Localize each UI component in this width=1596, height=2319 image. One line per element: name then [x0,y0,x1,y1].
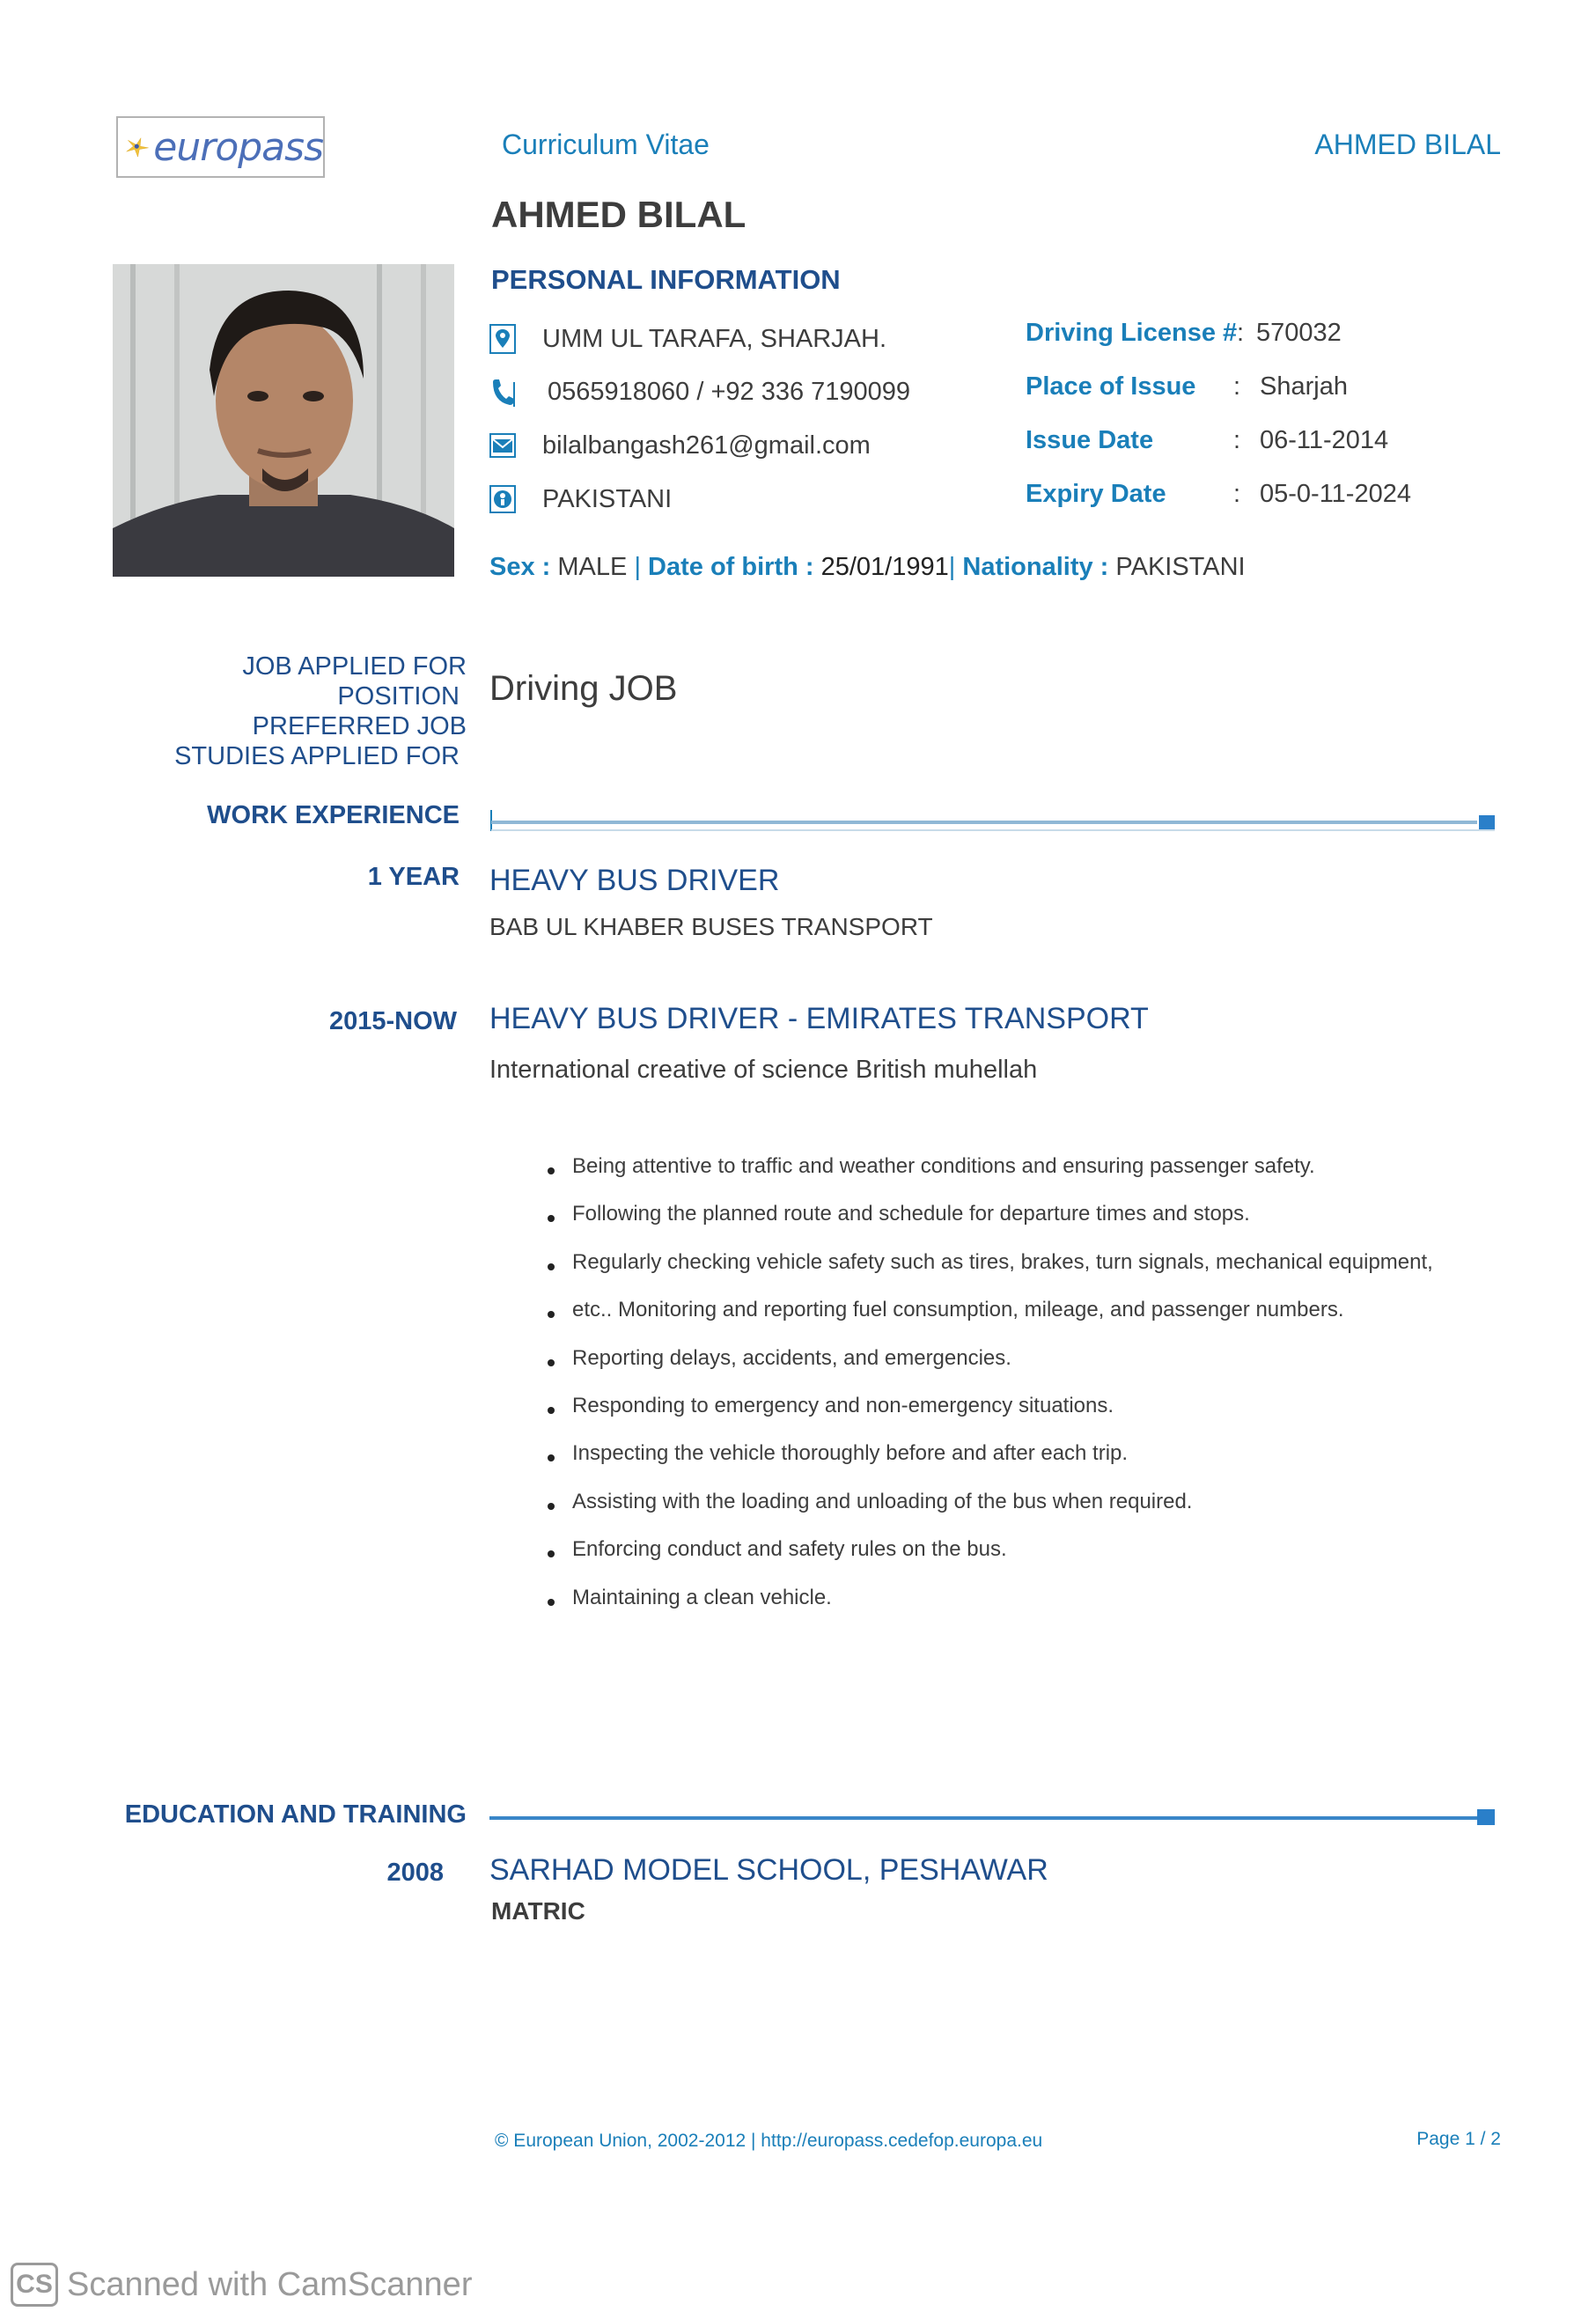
work-experience-divider [489,808,1498,835]
job-title-1: HEAVY BUS DRIVER [489,864,780,897]
job-applied-label: JOB APPLIED FOR [242,652,467,681]
duty-item: Assisting with the loading and unloading of the bus when required. [546,1489,1497,1536]
duties-list [546,1153,1497,1632]
license-separator: : [1233,480,1241,508]
employer-1: BAB UL KHABER BUSES TRANSPORT [489,913,933,940]
duty-item: Responding to emergency and non-emergency situations. [546,1393,1497,1440]
studies-applied-label: STUDIES APPLIED FOR [174,742,460,770]
license-label: Issue Date [1026,426,1154,454]
school-name: SARHAD MODEL SCHOOL, PESHAWAR [489,1853,1048,1887]
preferred-job-label: PREFERRED JOB [252,712,467,740]
sex-value: MALE [557,553,628,581]
duty-item: Maintaining a clean vehicle. [546,1585,1497,1632]
personal-information-heading: PERSONAL INFORMATION [491,264,841,295]
duty-item: Reporting delays, accidents, and emergencies. [546,1345,1497,1393]
position-label: POSITION [337,682,460,710]
license-label: Place of Issue [1026,372,1196,401]
page-number: Page 1 / 2 [1416,2129,1501,2149]
europass-logo [116,116,325,178]
qualification: MATRIC [491,1897,585,1925]
license-row [1026,319,1483,348]
divider: | [948,553,956,581]
education-year: 2008 [386,1859,444,1887]
address-row [489,324,886,354]
email-icon [489,431,516,460]
duty-item: Regularly checking vehicle safety such as tires, brakes, turn signals, mechanical equipment, [546,1249,1497,1297]
education-heading: EDUCATION AND TRAINING [124,1800,467,1829]
divider: | [634,553,641,581]
email-row [489,431,871,460]
email-text: bilalbangash261@gmail.com [542,431,871,460]
employer-2: International creative of science British muhellah [489,1056,1038,1084]
phone-row [489,377,910,407]
license-row [1026,372,1483,401]
profile-photo [113,264,454,577]
nationality-row [489,484,672,514]
phone-icon [489,377,516,407]
job-applied-labels [174,652,467,771]
address-text: UMM UL TARAFA, SHARJAH. [542,324,887,353]
license-row [1026,480,1483,509]
duty-item: etc.. Monitoring and reporting fuel consumption, mileage, and passenger numbers. [546,1297,1497,1344]
license-separator: : [1233,372,1241,401]
license-label: Driving License # [1026,319,1238,347]
logo-text: europass [153,124,323,170]
license-separator: : [1237,319,1245,347]
header-name: AHMED BILAL [1314,129,1501,160]
profile-photo-illustration [113,264,454,577]
work-period-1: 1 YEAR [367,863,460,891]
nationality-icon [489,484,516,514]
education-divider [489,1801,1498,1828]
work-experience-heading: WORK EXPERIENCE [207,801,460,829]
nationality-label: Nationality : [962,553,1109,581]
license-value: 05-0-11-2024 [1260,480,1411,508]
camscanner-text: Scanned with CamScanner [67,2265,473,2303]
job-applied-value: Driving JOB [489,669,678,708]
license-value: 570032 [1256,319,1342,347]
job-title-2: HEAVY BUS DRIVER - EMIRATES TRANSPORT [489,1002,1149,1035]
dob-label: Date of birth : [648,553,814,581]
duty-item: Following the planned route and schedule for departure times and stops. [546,1201,1497,1248]
personal-summary-line [489,553,1246,582]
camscanner-logo-icon: CS [11,2263,58,2307]
footer-copyright: © European Union, 2002-2012 | http://europass.cedefop.europa.eu [495,2131,1043,2151]
location-pin-icon [489,324,516,354]
duty-item: Enforcing conduct and safety rules on the bus. [546,1536,1497,1584]
license-value: Sharjah [1260,372,1348,401]
license-value: 06-11-2014 [1260,426,1389,454]
phone-text: 0565918060 / +92 336 7190099 [548,377,911,406]
license-row [1026,426,1483,455]
candidate-name: AHMED BILAL [491,194,747,235]
sex-label: Sex : [489,553,551,581]
cv-title: Curriculum Vitae [502,129,710,160]
license-separator: : [1233,426,1241,454]
camscanner-watermark [11,2263,472,2307]
duty-item: Being attentive to traffic and weather conditions and ensuring passenger safety. [546,1153,1497,1201]
duty-item: Inspecting the vehicle thoroughly before and after each trip. [546,1440,1497,1488]
dob-value: 25/01/1991 [820,553,949,581]
nationality-text: PAKISTANI [542,484,673,513]
europass-star-icon [125,122,150,172]
nationality-value: PAKISTANI [1115,553,1246,581]
license-label: Expiry Date [1026,480,1166,508]
work-period-2: 2015-NOW [328,1007,457,1035]
